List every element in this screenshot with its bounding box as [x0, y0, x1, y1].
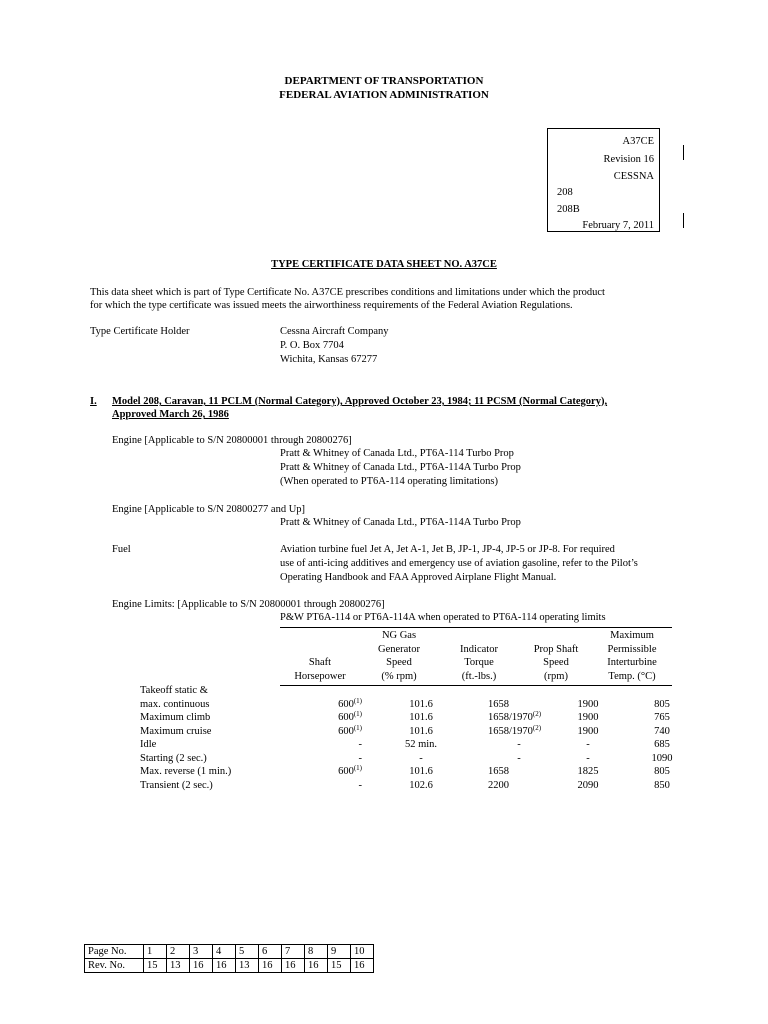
prop-speed-cell: 1825: [577, 766, 599, 777]
col-header-line: Shaft: [308, 657, 332, 668]
prop-speed-cell: 1900: [577, 725, 599, 737]
col-header-ng-speed: [360, 629, 438, 683]
page-cell: 9: [328, 945, 351, 959]
itt-cell: 850: [654, 779, 670, 791]
page-cell: 8: [305, 945, 328, 959]
holder-address-2: Wichita, Kansas 67277: [280, 354, 378, 365]
col-header-line: Speed: [543, 657, 569, 668]
section-number: I.: [90, 396, 97, 407]
fuel-line-1: Aviation turbine fuel Jet A, Jet A-1, Jet B, JP-1, JP-4, JP-5 or JP-8. For required: [280, 544, 615, 555]
page-cell: 1: [144, 945, 167, 959]
shaft-hp-cell: -: [358, 739, 362, 750]
rev-cell: 16: [305, 959, 328, 973]
rev-cell: 16: [282, 959, 305, 973]
revision-number: Revision 16: [603, 154, 654, 165]
prop-speed-cell: -: [586, 752, 590, 764]
page-label: Page No.: [85, 945, 144, 959]
col-header-line: Horsepower: [294, 670, 346, 682]
holder-label: Type Certificate Holder: [90, 326, 190, 337]
ng-speed-cell: 101.6: [409, 712, 433, 723]
page-cell: 5: [236, 945, 259, 959]
col-header-shaft-hp: [280, 629, 360, 683]
table-row: [140, 738, 706, 752]
certificate-id-box: [547, 128, 660, 232]
ng-speed-cell: 102.6: [409, 779, 433, 791]
torque-cell: 2200: [488, 779, 509, 791]
torque-cell: 1658: [488, 698, 509, 710]
document-title: TYPE CERTIFICATE DATA SHEET NO. A37CE: [271, 259, 497, 270]
row-name: Starting (2 sec.): [140, 752, 207, 764]
table-row: [140, 725, 706, 739]
shaft-hp-cell: 600$^{(1)}$: [338, 710, 362, 723]
col-header-line: Indicator: [460, 643, 498, 655]
row-name: max. continuous: [140, 698, 210, 710]
holder-name: Cessna Aircraft Company: [280, 326, 389, 337]
ng-speed-cell: 101.6: [409, 698, 433, 710]
ng-speed-cell: -: [419, 752, 423, 764]
itt-cell: 765: [654, 712, 670, 723]
page-revision-table: [84, 944, 374, 973]
model-208: 208: [557, 187, 573, 198]
section-heading-line-1: Model 208, Caravan, 11 PCLM (Normal Category), Approved October 23, 1984; 11 PCSM (Normal Category),: [112, 396, 608, 407]
page-cell: 10: [351, 945, 374, 959]
itt-cell: 805: [654, 698, 670, 710]
table-row: [140, 752, 706, 766]
table-row: [140, 684, 706, 698]
engine-1-label: Engine [Applicable to S/N 20800001 through 20800276]: [112, 435, 352, 446]
shaft-hp-cell: -: [358, 779, 362, 791]
prop-speed-cell: -: [586, 739, 590, 750]
table-row: [140, 779, 706, 793]
col-header-prop-speed: [520, 629, 592, 683]
col-header-line: [520, 629, 592, 643]
intro-line-1: This data sheet which is part of Type Certificate No. A37CE prescribes conditions and limitations under which the product: [90, 287, 605, 298]
ng-speed-cell: 101.6: [409, 766, 433, 777]
prop-speed-cell: 2090: [577, 779, 599, 791]
ng-speed-cell: 101.6: [409, 725, 433, 737]
row-name: Transient (2 sec.): [140, 779, 213, 791]
fuel-line-3: Operating Handbook and FAA Approved Airplane Flight Manual.: [280, 572, 557, 583]
page-cell: 6: [259, 945, 282, 959]
rev-cell: 13: [236, 959, 259, 973]
itt-cell: 805: [654, 766, 670, 777]
row-name: Idle: [140, 739, 157, 750]
shaft-hp-cell: 600$^{(1)}$: [338, 764, 362, 777]
engine-1-line-1: Pratt & Whitney of Canada Ltd., PT6A-114 Turbo Prop: [280, 448, 514, 459]
torque-cell: 1658: [488, 766, 509, 777]
rev-cell: 15: [144, 959, 167, 973]
page-number-row: [85, 945, 374, 959]
rev-cell: 16: [213, 959, 236, 973]
engine-2-label: Engine [Applicable to S/N 20800277 and Up]: [112, 504, 306, 515]
col-header-line: [438, 629, 520, 643]
fuel-line-2: use of anti-icing additives and emergency use of aviation gasoline, refer to the Pilot’s: [280, 558, 638, 569]
fuel-label: Fuel: [112, 544, 131, 555]
torque-cell: -: [517, 739, 521, 750]
col-header-line: Interturbine: [607, 657, 657, 668]
intro-line-2: for which the type certificate was issued meets the airworthiness requirements of the Federal Aviation Regulations.: [90, 300, 573, 311]
table-row: [140, 765, 706, 779]
agency-header: [0, 74, 768, 102]
section-heading-line-2: Approved March 26, 1986: [112, 409, 229, 420]
revision-number-row: [85, 959, 374, 973]
engine-1-line-3: (When operated to PT6A-114 operating limitations): [280, 476, 499, 487]
col-header-line: Prop Shaft: [533, 643, 579, 655]
engine-1-line-2: Pratt & Whitney of Canada Ltd., PT6A-114A Turbo Prop: [280, 462, 521, 473]
col-header-torque: [438, 629, 520, 683]
col-header-itt: [592, 629, 672, 683]
revision-bar: [683, 145, 684, 160]
holder-address-1: P. O. Box 7704: [280, 340, 344, 351]
row-name: Maximum climb: [140, 712, 211, 723]
agency-line-1: DEPARTMENT OF TRANSPORTATION: [284, 75, 484, 87]
col-header-line: [280, 629, 360, 643]
rev-cell: 15: [328, 959, 351, 973]
table-row: [140, 711, 706, 725]
row-name: Max. reverse (1 min.): [140, 766, 232, 777]
shaft-hp-cell: -: [358, 752, 362, 764]
page-cell: 2: [167, 945, 190, 959]
itt-cell: 1090: [651, 752, 673, 764]
limits-header-block: [280, 627, 672, 686]
col-header-line: [280, 643, 360, 657]
col-header-line: Speed: [386, 657, 412, 668]
revision-bar: [683, 213, 684, 228]
rev-cell: 16: [259, 959, 282, 973]
rev-cell: 16: [351, 959, 374, 973]
row-name: Maximum cruise: [140, 725, 212, 737]
itt-cell: 740: [654, 725, 670, 737]
engine-limits-subtitle: P&W PT6A-114 or PT6A-114A when operated to PT6A-114 operating limits: [280, 612, 606, 623]
table-row: [140, 698, 706, 712]
col-header-line: Temp. (°C): [608, 670, 656, 682]
prop-speed-cell: 1900: [577, 698, 599, 710]
engine-limits-label: Engine Limits: [Applicable to S/N 20800001 through 20800276]: [112, 599, 385, 610]
row-name: Takeoff static &: [140, 685, 208, 696]
col-header-line: Generator: [378, 643, 420, 655]
col-header-line: Maximum: [610, 630, 654, 641]
itt-cell: 685: [654, 739, 670, 750]
make-name: CESSNA: [613, 171, 654, 182]
rev-label: Rev. No.: [85, 959, 144, 973]
engine-2-line-1: Pratt & Whitney of Canada Ltd., PT6A-114A Turbo Prop: [280, 517, 521, 528]
revision-date: February 7, 2011: [582, 220, 654, 231]
shaft-hp-cell: 600$^{(1)}$: [338, 696, 362, 710]
torque-cell: -: [517, 752, 521, 764]
prop-speed-cell: 1900: [577, 712, 599, 723]
torque-cell: 1658/1970$^{(2)}$: [488, 710, 542, 723]
rev-cell: 13: [167, 959, 190, 973]
shaft-hp-cell: 600$^{(1)}$: [338, 723, 362, 737]
ng-speed-cell: 52 min.: [404, 739, 438, 750]
page-cell: 4: [213, 945, 236, 959]
engine-limits-table: [140, 684, 706, 792]
tc-number: A37CE: [622, 136, 654, 147]
torque-cell: 1658/1970$^{(2)}$: [488, 723, 542, 737]
col-header-line: NG Gas: [381, 630, 417, 641]
model-208b: 208B: [557, 204, 580, 215]
col-header-line: (ft.-lbs.): [461, 670, 497, 682]
page-cell: 3: [190, 945, 213, 959]
agency-line-2: FEDERAL AVIATION ADMINISTRATION: [279, 89, 489, 101]
col-header-line: (% rpm): [381, 670, 417, 682]
col-header-line: Torque: [464, 657, 494, 668]
page-cell: 7: [282, 945, 305, 959]
rev-cell: 16: [190, 959, 213, 973]
col-header-line: Permissible: [607, 643, 657, 655]
col-header-line: (rpm): [544, 670, 568, 682]
